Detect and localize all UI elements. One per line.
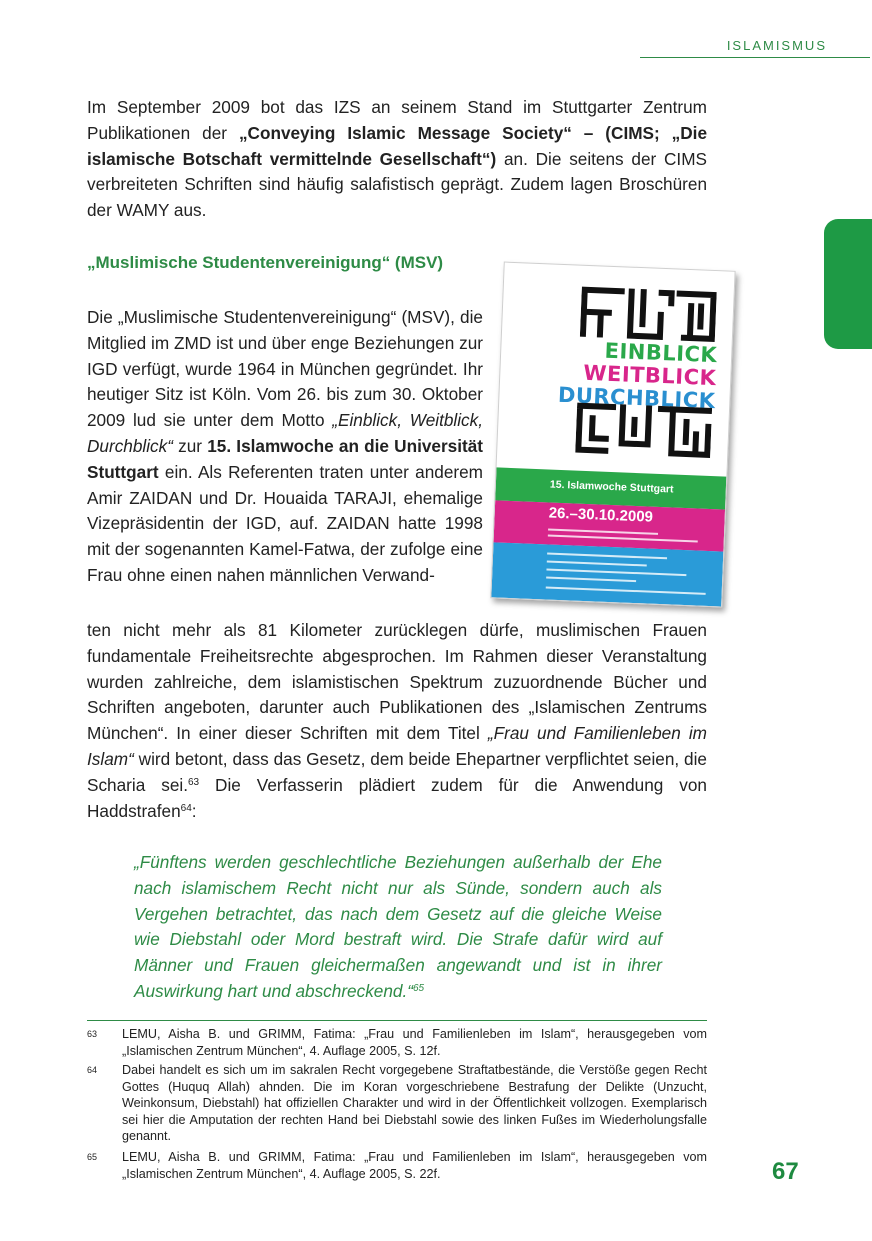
footnote-text: LEMU, Aisha B. und GRIMM, Fatima: „Frau und Familienleben im Islam“, herausgegeben vom „Islamischen Zentrum München“, 4. Auflage 2005, S. 12f. [122, 1027, 707, 1058]
text-run: an. Die seitens der CIMS verbreiteten Schriften sind häufig salafistisch geprägt. Zudem lagen Broschüren der WAMY aus. [87, 148, 707, 221]
poster-event-title: 15. Islamwoche Stuttgart [549, 478, 674, 496]
text-run: zur [172, 435, 208, 456]
footnote-text: Dabei handelt es sich um im sakralen Recht vorgegebene Straftatbestände, die Verstöße gegen Recht Gottes (Huquq Allah) ahnden. Die im Koran vorgeschriebene Bestrafung der Delikte (Unzucht, Weinkonsum, Diebstahl) hat offiziellen Charakter und wird in der Öffentlichkeit vollzogen. Exemplarisch sei hier die Amputation der rechten Hand bei Diebstahl sowie des linken Fußes im Wiederholungsfalle genannt. [122, 1063, 707, 1144]
section-heading-msv: „Muslimische Studentenvereinigung“ (MSV) [87, 253, 444, 272]
poster-dates: 26.–30.10.2009 [548, 504, 654, 526]
text-run: : [191, 800, 197, 821]
footnote-63 [87, 1026, 707, 1059]
footnote-number: 65 [87, 1152, 98, 1162]
fine-print-line [547, 552, 667, 559]
text-run: Im September 2009 bot das IZS an seinem Stand im Stuttgarter Zentrum Publikationen der [87, 97, 707, 143]
poster-band-blue [491, 542, 723, 606]
quote-text: „Fünftens werden geschlechtliche Beziehungen außerhalb der Ehe nach islamischem Recht nicht nur als Sünde, sondern auch als Vergehen betrachtet, das nach dem Gesetz auf die gleiche Weise wie Diebstahl oder Mord bestraft wird. Die Strafe dafür wird auf Männer und Frauen gleichermaßen angewandt und ist in ihrer Auswirkung hart und abschreckend.“ [134, 852, 662, 1001]
maze-graphic-top [580, 286, 717, 343]
fine-print-line [548, 535, 698, 543]
footnote-64 [87, 1062, 707, 1145]
text-run: Die „Muslimische Studentenvereinigung“ (MSV), die Mitglied im ZMD ist und über enge Beziehungen zur IGD verfügt, wurde 1964 in München gegründet. Ihr heutiger Sitz ist Köln. Vom 26. bis zum 30. Oktober 2009 lud sie unter dem Motto [87, 307, 483, 431]
footnote-rule [87, 1020, 707, 1021]
footnote-ref: 63 [187, 776, 200, 788]
footnote-number: 63 [87, 1029, 98, 1039]
paragraph-continuation [87, 618, 707, 824]
page-number: 67 [772, 1158, 799, 1185]
section-label: ISLAMISMUS [726, 38, 827, 53]
text-run: ten nicht mehr als 81 Kilometer zurücklegen dürfe, muslimischen Frauen fundamentale Freiheitsrechte abgesprochen. Im Rahmen dieser Veranstaltung wurden zahlreiche, dem islamistischen Spektrum zuzuordnende Bücher und Schriften angeboten, darunter auch Publikationen des „Islamischen Zentrums München“. In einer dieser Schriften mit dem Titel [87, 620, 707, 744]
paragraph-msv [87, 305, 483, 589]
maze-graphic-bottom [575, 402, 712, 459]
header-rule [640, 57, 870, 58]
footnote-ref: 65 [412, 982, 425, 994]
bold-text-run: „Conveying Islamic Message Society“ – (CIMS; „Die islamische Botschaft vermittelnde Gesellschaft“) [87, 122, 708, 169]
poster-title-line: EINBLICK [604, 338, 718, 368]
event-poster-image [490, 262, 733, 606]
fine-print-line [547, 560, 647, 566]
fine-print-line [548, 529, 658, 535]
section-tab [824, 219, 872, 349]
italic-text-run: „Frau und Familienleben im Islam“ [87, 723, 707, 769]
text-run: wird betont, dass das Gesetz, dem beide Ehepartner verpflichtet seien, die Scharia sei. [87, 748, 707, 795]
bold-text-run: 15. Islamwoche an die Universität Stuttgart [87, 435, 483, 482]
block-quote [134, 850, 662, 1005]
fine-print-line [546, 568, 686, 576]
poster-title-line: WEITBLICK [582, 360, 717, 391]
fine-print-line [546, 576, 636, 582]
text-run: ein. Als Referenten traten unter anderem Amir ZAIDAN und Dr. Houaida TARAJI, ehemalige Vizepräsidentin der IGD, auf. ZAIDAN hatte 1998 mit der sogenannten Kamel-Fatwa, der zufolge eine Frau ohne einen nahen männlichen Verwand- [87, 461, 483, 585]
italic-text-run: „Einblick, Weitblick, Durchblick“ [87, 410, 484, 456]
footnote-65 [87, 1149, 707, 1182]
paragraph-cims [87, 95, 707, 224]
footnote-number: 64 [87, 1065, 98, 1075]
poster-title-line: DURCHBLICK [557, 382, 716, 414]
footnote-text: LEMU, Aisha B. und GRIMM, Fatima: „Frau und Familienleben im Islam“, herausgegeben vom „Islamischen Zentrum München“, 4. Auflage 2005, S. 22f. [122, 1150, 707, 1181]
footnote-ref: 64 [180, 802, 192, 814]
text-run: Die Verfasserin plädiert zudem für die Anwendung von Haddstrafen [87, 774, 707, 821]
fine-print-line [546, 586, 706, 594]
